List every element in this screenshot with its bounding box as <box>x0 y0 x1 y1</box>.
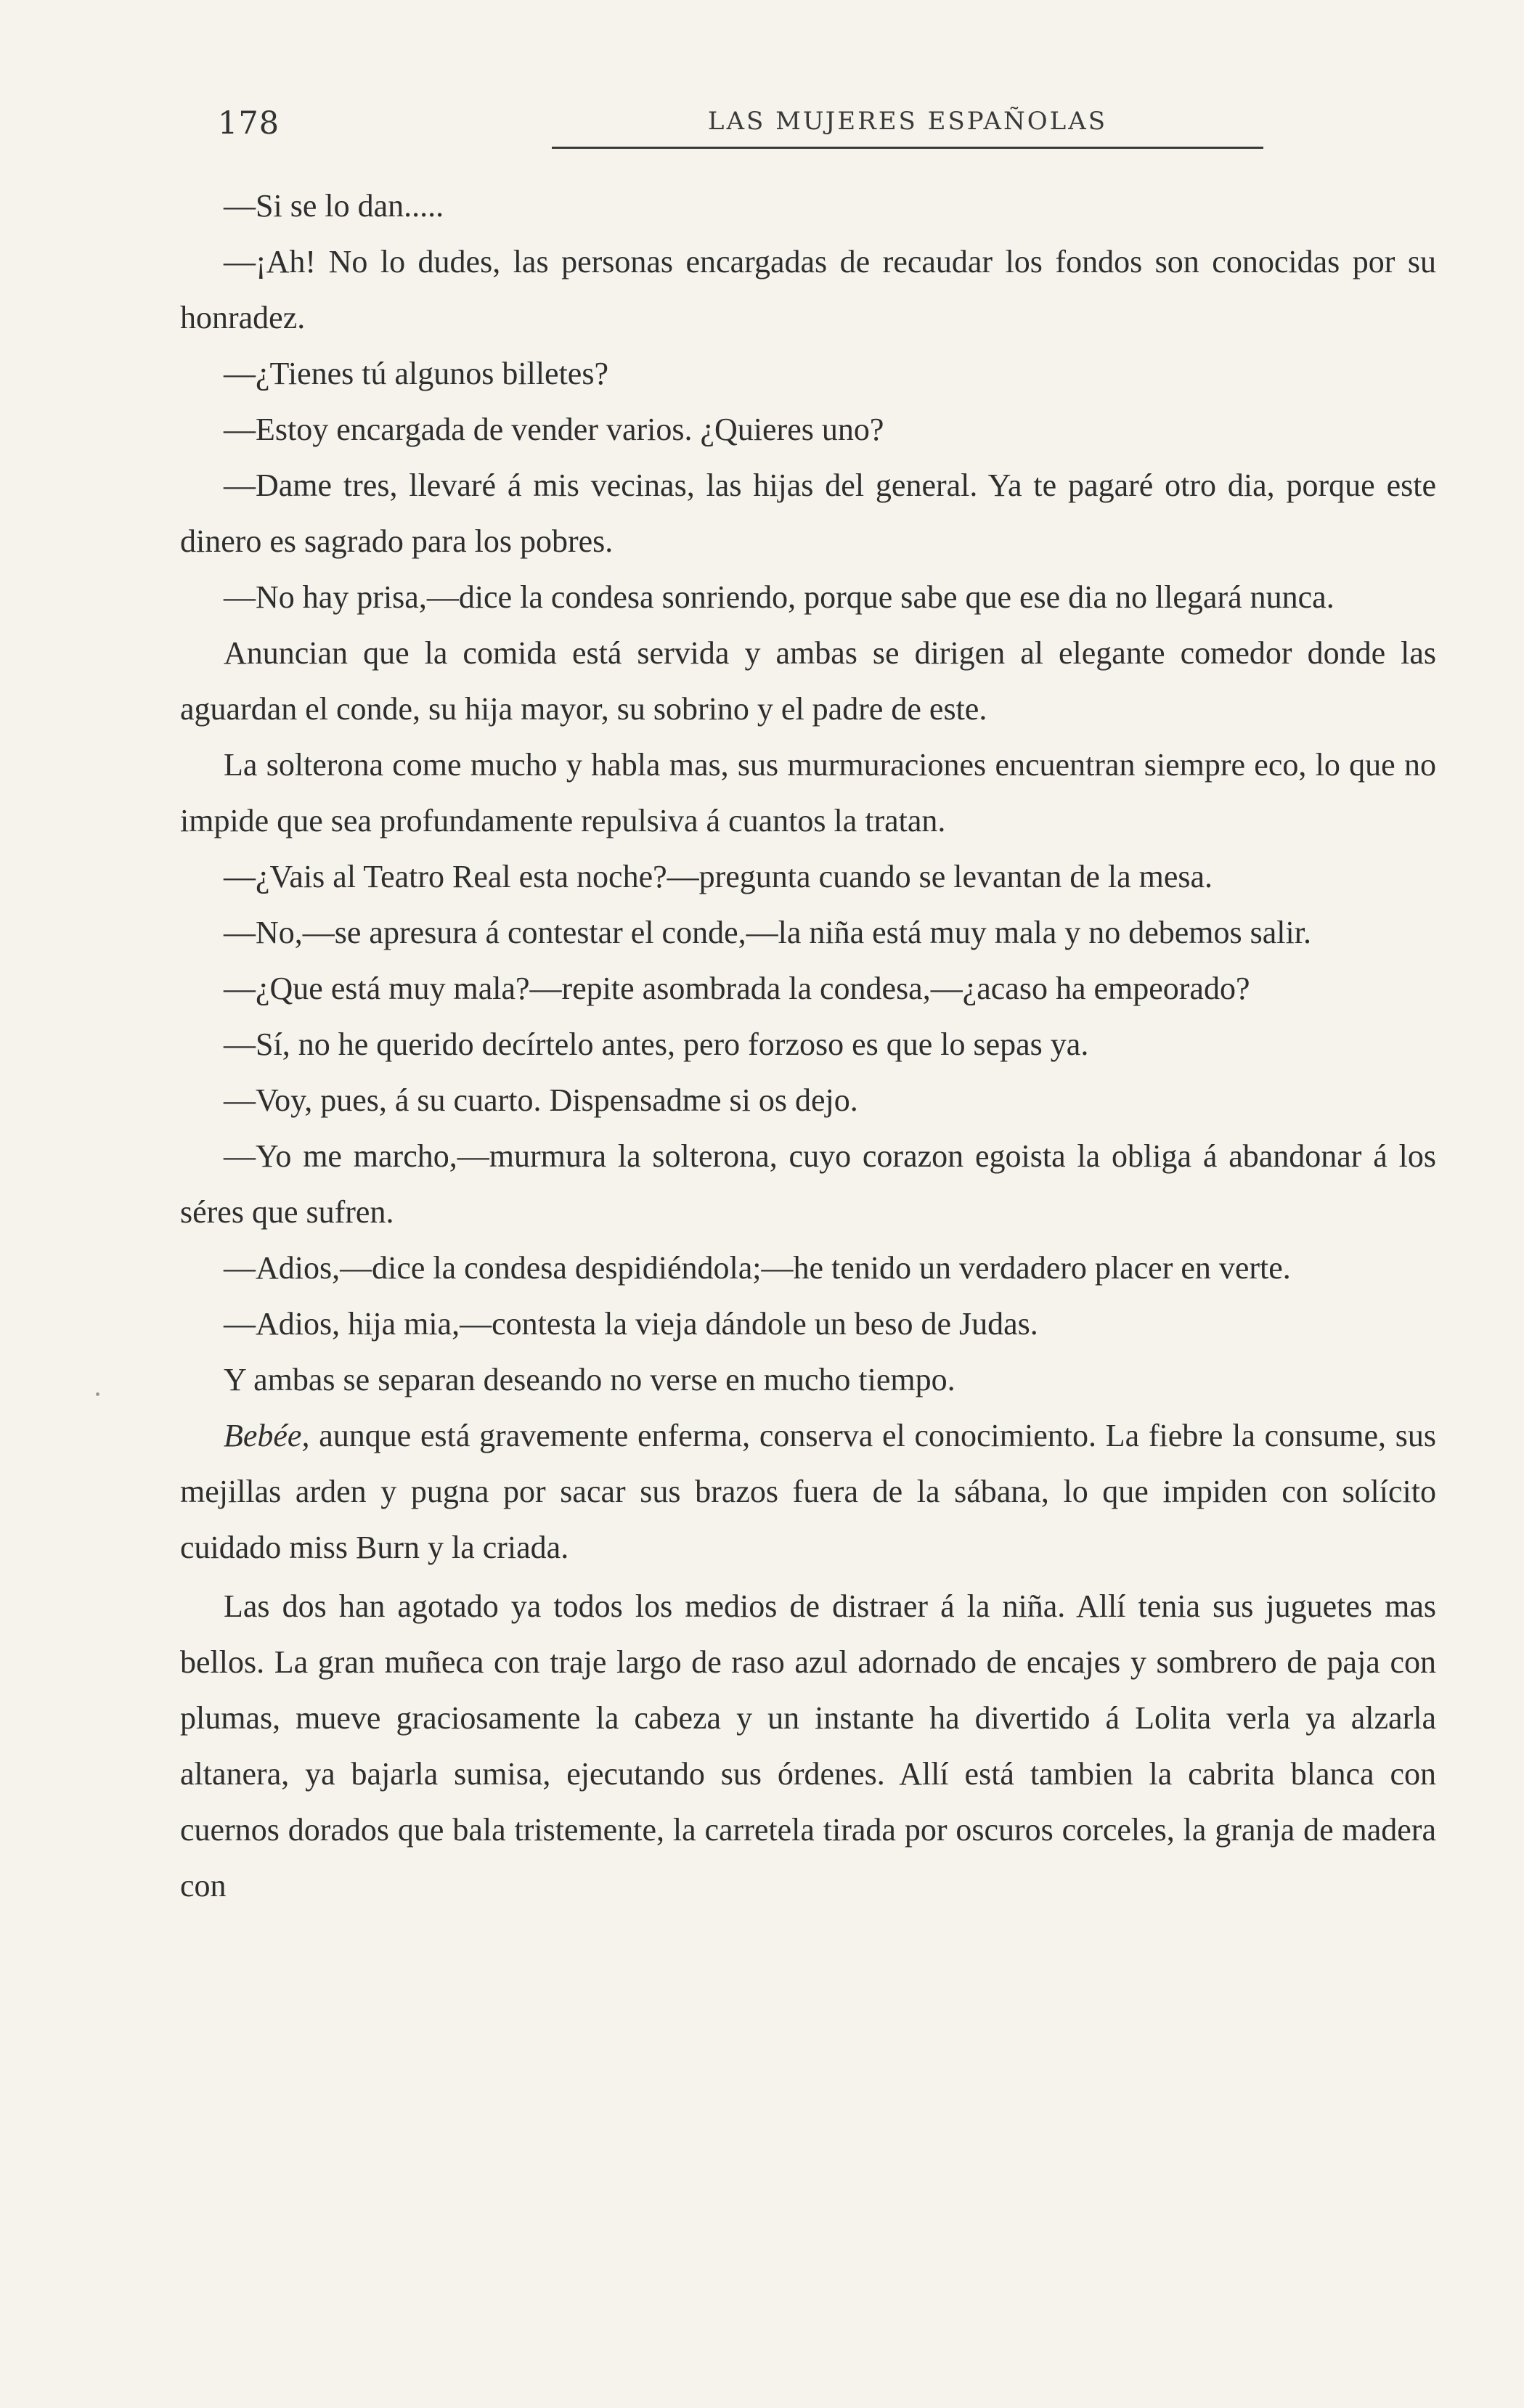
paragraph: —Adios, hija mia,—contesta la vieja dándole un beso de Judas. <box>224 1306 1038 1342</box>
paragraph-bebee <box>180 1408 1436 1575</box>
paragraph: —Yo me marcho,—murmura la solterona, cuyo corazon egoista la obliga á abandonar á los séres que sufren. <box>180 1138 1436 1230</box>
paragraph: —Dame tres, llevaré á mis vecinas, las hijas del general. Ya te pagaré otro dia, porque este dinero es sagrado para los pobres. <box>180 468 1436 559</box>
paper-speck <box>96 1392 99 1396</box>
page-number: 178 <box>218 105 280 142</box>
paragraph: —Adios,—dice la condesa despidiéndola;—he tenido un verdadero placer en verte. <box>224 1250 1291 1286</box>
paragraph: —No,—se apresura á contestar el conde,—la niña está muy mala y no debemos salir. <box>224 915 1311 950</box>
header-rule <box>552 147 1263 149</box>
bebee-name: Bebée, <box>224 1418 310 1453</box>
running-title: LAS MUJERES ESPAÑOLAS <box>707 107 1108 136</box>
paragraph: Las dos han agotado ya todos los medios de distraer á la niña. Allí tenia sus juguetes mas bellos. La gran muñeca con traje largo de raso azul adornado de encajes y sombrero de paja con plumas, mueve graciosamente la cabeza y un instante ha divertido á Lolita verla ya alzarla altanera, ya bajarla sumisa, ejecutando sus órdenes. Allí está tambien la cabrita blanca con cuernos dorados que bala tristemente, la carretela tirada por oscuros corceles, la granja de madera con <box>180 1588 1436 1903</box>
paragraph: —Sí, no he querido decírtelo antes, pero forzoso es que lo sepas ya. <box>224 1027 1089 1062</box>
bebee-text: aunque está gravemente enferma, conserva el conocimiento. La fiebre la consume, sus mejillas arden y pugna por sacar sus brazos fuera de la sábana, lo que impiden con solícito cuidado miss Burn y la criada. <box>180 1418 1436 1565</box>
paragraph: —¡Ah! No lo dudes, las personas encargadas de recaudar los fondos son conocidas por su honradez. <box>180 244 1436 335</box>
page-header <box>218 91 1307 163</box>
paragraph: —Si se lo dan..... <box>224 188 444 224</box>
paragraph: —Estoy encargada de vender varios. ¿Quieres uno? <box>224 412 884 447</box>
paragraph: —¿Tienes tú algunos billetes? <box>224 356 608 391</box>
paragraph: —¿Que está muy mala?—repite asombrada la condesa,—¿acaso ha empeorado? <box>224 971 1250 1006</box>
paragraph: Y ambas se separan deseando no verse en mucho tiempo. <box>224 1362 955 1397</box>
body-text <box>180 178 1436 1914</box>
paragraph: —No hay prisa,—dice la condesa sonriendo, porque sabe que ese dia no llegará nunca. <box>224 579 1334 615</box>
paragraph: —¿Vais al Teatro Real esta noche?—pregunta cuando se levantan de la mesa. <box>224 859 1213 894</box>
paragraph: Anuncian que la comida está servida y ambas se dirigen al elegante comedor donde las aguardan el conde, su hija mayor, su sobrino y el padre de este. <box>180 635 1436 727</box>
paragraph: —Voy, pues, á su cuarto. Dispensadme si os dejo. <box>224 1082 858 1118</box>
paragraph: La solterona come mucho y habla mas, sus murmuraciones encuentran siempre eco, lo que no impide que sea profundamente repulsiva á cuantos la tratan. <box>180 747 1436 838</box>
